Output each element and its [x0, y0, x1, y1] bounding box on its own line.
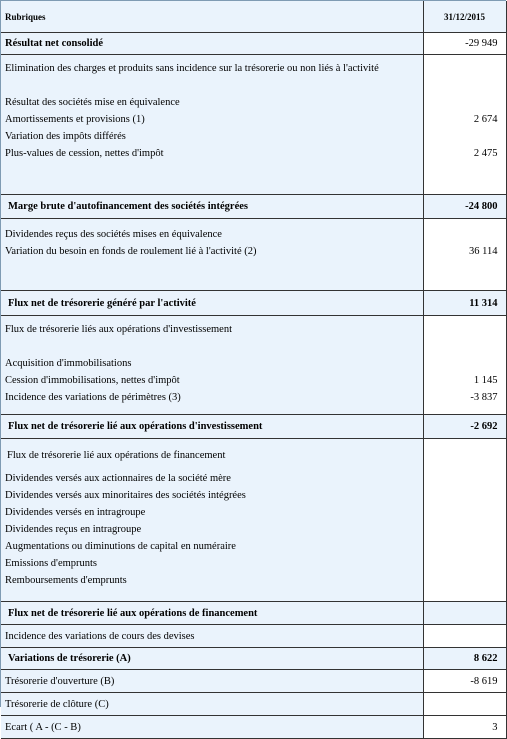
label-variation-tresorerie: Variations de trésorerie (A): [1, 648, 423, 670]
list-item: Amortissements et provisions (1): [5, 114, 145, 125]
block-financement-intro: Flux de trésorerie lié aux opérations de financement: [7, 450, 226, 461]
list-value: [424, 94, 498, 111]
header-row: [1, 1, 506, 33]
label-flux-financement: Flux net de trésorerie lié aux opérations de financement: [1, 602, 423, 625]
header-date-cell: 31/12/2015: [423, 1, 506, 33]
block-dividendes-bfr-values: [423, 219, 506, 291]
list-item: Dividendes reçus des sociétés mises en équivalence: [5, 229, 222, 240]
list-item: Cession d'immobilisations, nettes d'impôt: [5, 375, 180, 386]
list-item: Résultat des sociétés mise en équivalence: [5, 97, 180, 108]
value-flux-activite: 11 314: [423, 291, 506, 316]
list-item: Dividendes reçus en intragroupe: [5, 524, 142, 535]
value-tresorerie-cloture: [423, 693, 506, 716]
label-incidence-devises: Incidence des variations de cours des devises: [1, 625, 423, 648]
block-dividendes-bfr: [1, 219, 506, 291]
list-item: Dividendes versés aux minoritaires des sociétés intégrées: [5, 490, 246, 501]
list-item: Augmentations ou diminutions de capital en numéraire: [5, 541, 236, 552]
list-value: 1 145: [473, 375, 498, 386]
row-marge-brute: [1, 195, 506, 219]
header-label-cell: Rubriques: [1, 1, 423, 33]
block-financement-values: [423, 439, 506, 602]
list-value: 2 674: [473, 114, 498, 125]
list-item: Variation du besoin en fonds de roulement lié à l'activité (2): [5, 246, 257, 257]
label-marge-brute: Marge brute d'autofinancement des sociétés intégrées: [1, 195, 423, 219]
label-ecart: Ecart ( A - (C - B): [1, 716, 423, 739]
list-value: 2 475: [473, 148, 498, 159]
block-investissement-intro: Flux de trésorerie liés aux opérations d'investissement: [5, 324, 233, 335]
label-tresorerie-ouverture: Trésorerie d'ouverture (B): [1, 670, 423, 693]
value-variation-tresorerie: 8 622: [423, 648, 506, 670]
list-item: Remboursements d'emprunts: [5, 575, 127, 586]
list-item: Acquisition d'immobilisations: [5, 358, 132, 369]
list-item: Dividendes versés en intragroupe: [5, 507, 146, 518]
block-investissement: [1, 316, 506, 415]
value-ecart: 3: [423, 716, 506, 739]
block-dividendes-bfr-labels: [1, 219, 423, 291]
list-item: Emissions d'emprunts: [5, 558, 98, 569]
row-tresorerie-ouverture: [1, 670, 506, 693]
row-flux-financement: [1, 602, 506, 625]
row-resultat-net: [1, 33, 506, 55]
list-item: Plus-values de cession, nettes d'impôt: [5, 148, 164, 159]
block-investissement-labels: [1, 316, 423, 415]
block-elimination-values: [423, 55, 506, 195]
row-ecart: [1, 716, 506, 739]
list-item: Incidence des variations de périmètres (3): [5, 392, 181, 403]
list-value: 36 114: [469, 246, 498, 257]
value-flux-financement: [423, 602, 506, 625]
list-value: [424, 355, 498, 372]
row-incidence-devises: [1, 625, 506, 648]
block-elimination: [1, 55, 506, 195]
block-investissement-values: [423, 316, 506, 415]
block-elimination-labels: [1, 55, 423, 195]
row-variation-tresorerie: [1, 648, 506, 670]
list-value: [424, 128, 498, 145]
label-flux-investissement: Flux net de trésorerie lié aux opérations d'investissement: [1, 415, 423, 439]
list-value: [424, 226, 498, 243]
list-item: Variation des impôts différés: [5, 131, 126, 142]
block-financement-labels: [1, 439, 423, 602]
cash-flow-table: [1, 1, 507, 739]
row-flux-activite: [1, 291, 506, 316]
value-flux-investissement: -2 692: [423, 415, 506, 439]
block-elimination-intro: Elimination des charges et produits sans incidence sur la trésorerie ou non liés à l'activité: [5, 63, 379, 74]
list-item: Dividendes versés aux actionnaires de la société mère: [5, 473, 231, 484]
value-resultat-net: -29 949: [423, 33, 506, 55]
block-financement: [1, 439, 506, 602]
label-flux-activite: Flux net de trésorerie généré par l'activité: [1, 291, 423, 316]
value-incidence-devises: [423, 625, 506, 648]
value-tresorerie-ouverture: -8 619: [423, 670, 506, 693]
row-flux-investissement: [1, 415, 506, 439]
label-resultat-net: Résultat net consolidé: [1, 33, 423, 55]
row-tresorerie-cloture: [1, 693, 506, 716]
value-marge-brute: -24 800: [423, 195, 506, 219]
label-tresorerie-cloture: Trésorerie de clôture (C): [1, 693, 423, 716]
list-value: -3 837: [470, 392, 498, 403]
